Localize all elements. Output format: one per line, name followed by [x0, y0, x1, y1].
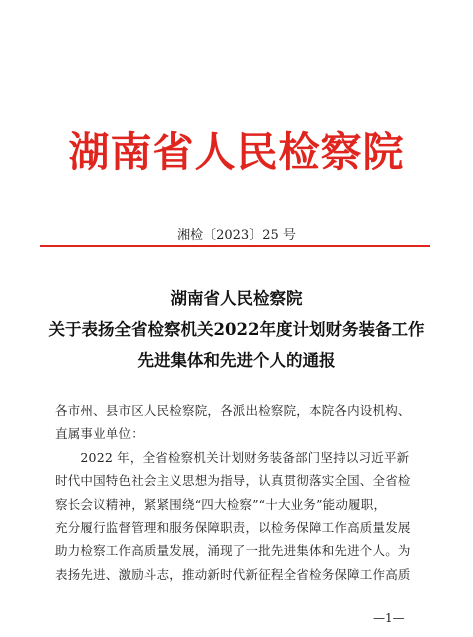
notice-title-line: 关于表扬全省检察机关2022年度计划财务装备工作 [48, 320, 425, 339]
body-paragraphs [55, 399, 440, 586]
body-line: 时代中国特色社会主义思想为指导，认真贯彻落实全国、全省检 [55, 473, 411, 489]
document-number: 湘检〔2023〕25 号 [177, 228, 296, 243]
page-number: —1— [373, 611, 405, 625]
masthead-title: 湖南省人民检察院 [68, 128, 405, 176]
body-line: 各市州、县市区人民检察院，各派出检察院，本院各内设机构、 [55, 403, 411, 418]
body-line: 充分履行监督管理和服务保障职责，以检务保障工作高质量发展 [55, 520, 411, 536]
body-line: 表扬先进、激励斗志，推动新时代新征程全省检务保障工作高质 [55, 566, 411, 582]
notice-title [0, 283, 473, 376]
body-line: 直属事业单位： [55, 426, 144, 442]
body-line: 2022 年，全省检察机关计划财务装备部门坚持以习近平新 [55, 449, 410, 465]
red-divider-line [40, 245, 430, 247]
notice-title-line: 先进集体和先进个人的通报 [137, 351, 336, 370]
notice-title-line: 湖南省人民检察院 [170, 289, 303, 308]
body-line: 助力检察工作高质量发展，涌现了一批先进集体和先进个人。为 [55, 543, 411, 559]
body-line: 察长会议精神，紧紧围绕“四大检察”“十大业务”能动履职， [55, 496, 387, 512]
